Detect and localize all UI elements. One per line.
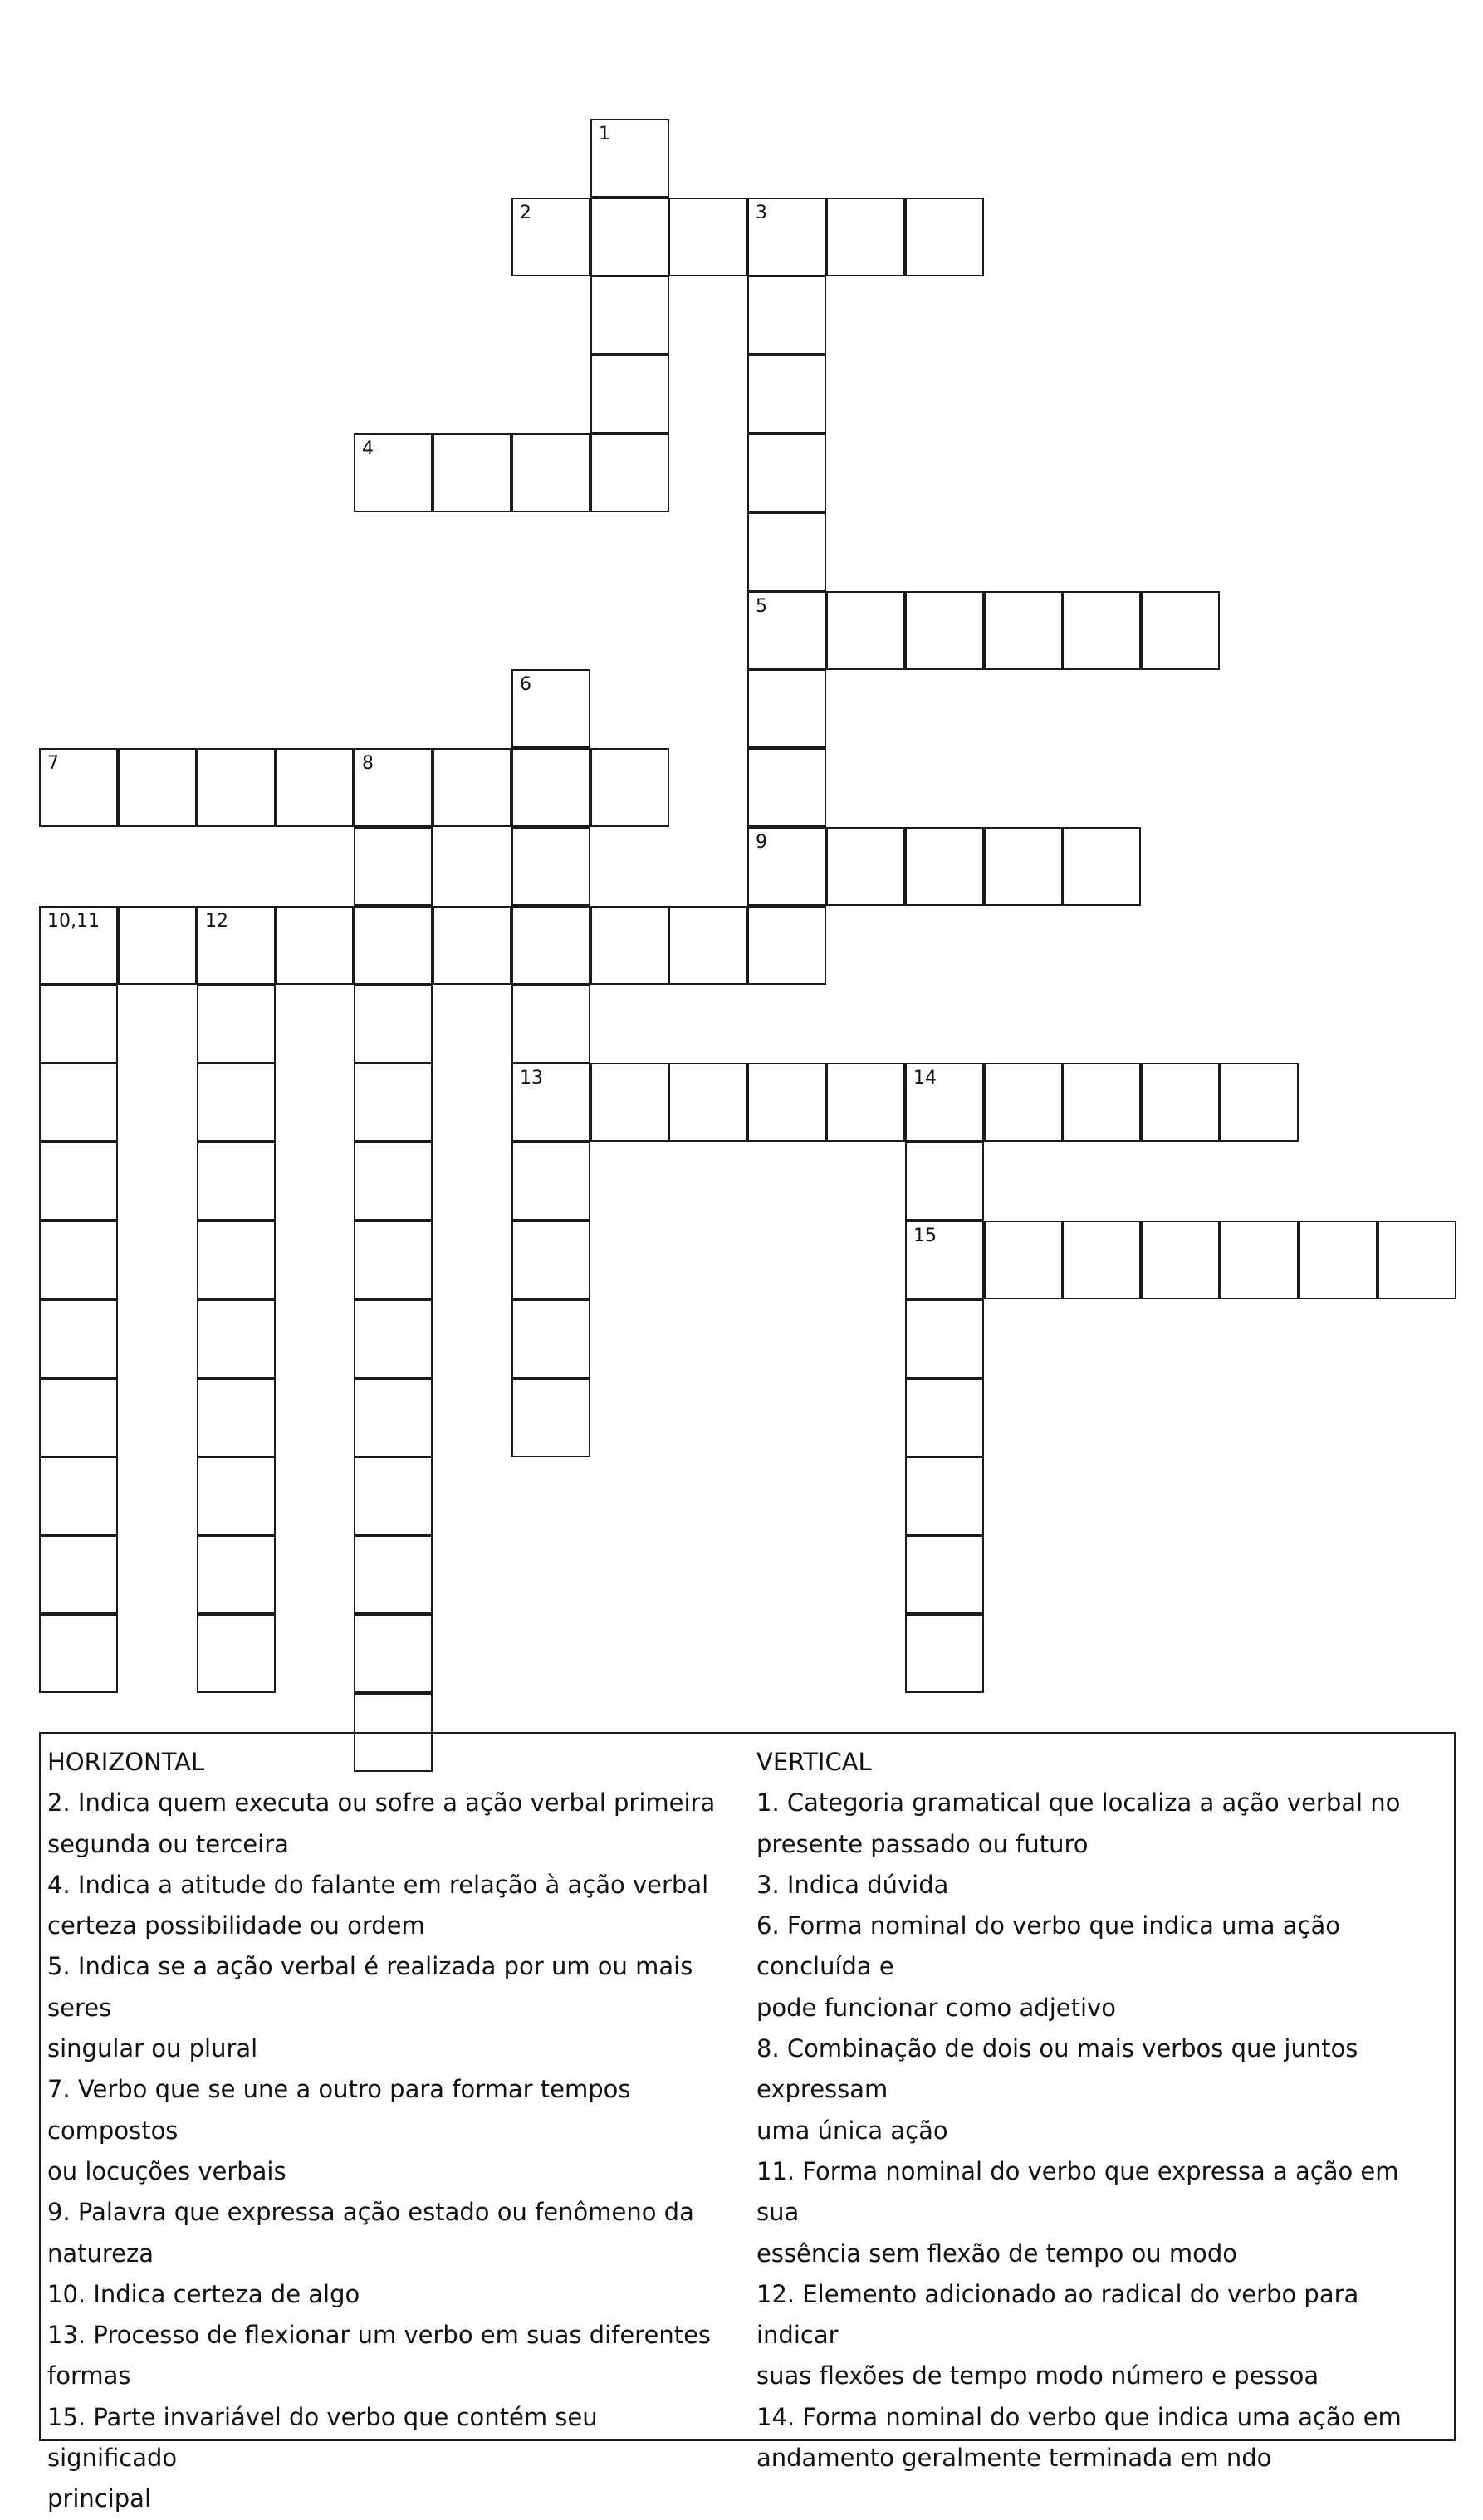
crossword-cell[interactable] (511, 748, 590, 827)
crossword-cell[interactable] (747, 276, 826, 355)
crossword-cell[interactable] (511, 906, 590, 985)
horizontal-clue (47, 2315, 728, 2397)
crossword-cell[interactable] (668, 1063, 747, 1142)
crossword-cell[interactable] (197, 1142, 276, 1221)
clue-line: formas (47, 2361, 131, 2390)
clue-panel (39, 1732, 1456, 2513)
clue-line: ou locuções verbais (47, 2156, 286, 2185)
crossword-cell[interactable] (39, 1535, 118, 1614)
crossword-cell[interactable] (747, 355, 826, 433)
crossword-cell[interactable] (590, 355, 669, 433)
vertical-clue (756, 2397, 1446, 2479)
clue-number: 10,11 (47, 911, 100, 932)
crossword-cell[interactable] (39, 1221, 118, 1299)
crossword-cell[interactable] (747, 512, 826, 591)
crossword-cell[interactable] (197, 1535, 276, 1614)
crossword-cell[interactable] (1062, 827, 1141, 906)
clue-number: 4 (362, 438, 374, 459)
horizontal-clue (47, 2274, 728, 2315)
crossword-cell[interactable] (511, 1299, 590, 1378)
crossword-cell[interactable] (905, 1221, 984, 1299)
crossword-cell[interactable] (511, 1378, 590, 1457)
clue-line: 3. Indica dúvida (756, 1870, 949, 1899)
vertical-clue (756, 2274, 1446, 2397)
crossword-cell[interactable] (905, 1614, 984, 1693)
crossword-cell[interactable] (39, 1142, 118, 1221)
clue-line: 9. Palavra que expressa ação estado ou fenômeno da (47, 2198, 694, 2227)
crossword-cell[interactable] (747, 433, 826, 512)
horizontal-clue (47, 2192, 728, 2274)
crossword-cell[interactable] (354, 1142, 433, 1221)
clue-number: 12 (205, 911, 228, 932)
crossword-cell[interactable] (1062, 591, 1141, 670)
crossword-cell[interactable] (39, 985, 118, 1064)
crossword-cell[interactable] (511, 827, 590, 906)
crossword-cell[interactable] (197, 1378, 276, 1457)
crossword-cell[interactable] (1062, 1063, 1141, 1142)
horizontal-clues-column (47, 1742, 728, 2520)
crossword-cell[interactable] (354, 1299, 433, 1378)
clue-line: 1. Categoria gramatical que localiza a ação verbal no (756, 1788, 1401, 1818)
vertical-clue-list (756, 1783, 1446, 2478)
crossword-cell[interactable] (511, 198, 590, 276)
crossword-cell[interactable] (433, 433, 511, 512)
vertical-clue (756, 2028, 1446, 2151)
crossword-cell[interactable] (905, 591, 984, 670)
crossword-cell[interactable] (354, 1378, 433, 1457)
horizontal-clue (47, 2397, 728, 2520)
crossword-cell[interactable] (354, 748, 433, 827)
crossword-cell[interactable] (354, 1614, 433, 1693)
clue-line: 5. Indica se a ação verbal é realizada por um ou mais seres (47, 1952, 693, 2022)
horizontal-heading: HORIZONTAL (47, 1748, 205, 1776)
crossword-cell[interactable] (354, 1456, 433, 1535)
clue-line: 4. Indica a atitude do falante em relação à ação verbal (47, 1870, 709, 1899)
crossword-cell[interactable] (354, 985, 433, 1064)
clue-line: 6. Forma nominal do verbo que indica uma ação concluída e (756, 1911, 1340, 1981)
crossword-cell[interactable] (197, 1221, 276, 1299)
clue-line: suas flexões de tempo modo número e pessoa (756, 2361, 1319, 2390)
crossword-cell[interactable] (1220, 1221, 1299, 1299)
crossword-cell[interactable] (747, 1063, 826, 1142)
horizontal-clue-list (47, 1783, 728, 2519)
clue-line: singular ou plural (47, 2034, 258, 2063)
clue-line: 11. Forma nominal do verbo que expressa a ação em sua (756, 2156, 1399, 2227)
crossword-cell[interactable] (905, 198, 984, 276)
clue-number: 9 (756, 832, 767, 853)
crossword-cell[interactable] (826, 1063, 905, 1142)
crossword-cell[interactable] (590, 198, 669, 276)
clue-number: 1 (599, 124, 610, 144)
crossword-cell[interactable] (590, 276, 669, 355)
clue-number: 2 (520, 203, 531, 223)
crossword-cell[interactable] (39, 1614, 118, 1693)
crossword-cell[interactable] (747, 669, 826, 748)
crossword-cell[interactable] (354, 1535, 433, 1614)
vertical-heading: VERTICAL (756, 1748, 872, 1776)
crossword-cell[interactable] (39, 748, 118, 827)
clue-line: 10. Indica certeza de algo (47, 2279, 360, 2308)
crossword-cell[interactable] (747, 198, 826, 276)
crossword-cell[interactable] (747, 827, 826, 906)
crossword-cell[interactable] (1141, 1063, 1220, 1142)
crossword-cell[interactable] (197, 748, 276, 827)
clue-line: certeza possibilidade ou ordem (47, 1911, 425, 1940)
crossword-cell[interactable] (433, 748, 511, 827)
clue-line: essência sem flexão de tempo ou modo (756, 2239, 1237, 2268)
crossword-cell[interactable] (984, 591, 1063, 670)
clue-line: 8. Combinação de dois ou mais verbos que juntos expressam (756, 2034, 1358, 2104)
crossword-cell[interactable] (905, 1063, 984, 1142)
clue-number: 14 (913, 1068, 937, 1089)
clue-line: pode funcionar como adjetivo (756, 1993, 1116, 2022)
crossword-cell[interactable] (39, 1378, 118, 1457)
crossword-cell[interactable] (39, 1063, 118, 1142)
crossword-cell[interactable] (197, 985, 276, 1064)
crossword-cell[interactable] (511, 1142, 590, 1221)
crossword-cell[interactable] (826, 827, 905, 906)
clue-line: natureza (47, 2239, 154, 2268)
clue-line: principal (47, 2484, 152, 2513)
crossword-cell[interactable] (511, 669, 590, 748)
crossword-cell[interactable] (1220, 1063, 1299, 1142)
vertical-clues-column (756, 1742, 1446, 2478)
crossword-cell[interactable] (118, 906, 197, 985)
crossword-cell[interactable] (826, 198, 905, 276)
vertical-clue (756, 1783, 1446, 1865)
crossword-cell[interactable] (590, 748, 669, 827)
clue-line: 14. Forma nominal do verbo que indica uma ação em (756, 2402, 1402, 2431)
crossword-cell[interactable] (590, 906, 669, 985)
crossword-cell[interactable] (1378, 1221, 1456, 1299)
clue-line: segunda ou terceira (47, 1829, 289, 1858)
crossword-cell[interactable] (747, 748, 826, 827)
crossword-cell[interactable] (197, 1456, 276, 1535)
crossword-cell[interactable] (354, 906, 433, 985)
clue-line: 15. Parte invariável do verbo que contém seu significado (47, 2402, 598, 2473)
crossword-cell[interactable] (197, 1063, 276, 1142)
crossword-cell[interactable] (197, 1614, 276, 1693)
crossword-cell[interactable] (511, 433, 590, 512)
crossword-cell[interactable] (984, 827, 1063, 906)
crossword-cell[interactable] (1062, 1221, 1141, 1299)
crossword-cell[interactable] (590, 119, 669, 198)
clue-line: 13. Processo de flexionar um verbo em suas diferentes (47, 2321, 712, 2350)
crossword-cell[interactable] (275, 748, 354, 827)
clue-number: 15 (913, 1226, 937, 1246)
crossword-cell[interactable] (39, 1456, 118, 1535)
crossword-cell[interactable] (668, 906, 747, 985)
crossword-cell[interactable] (39, 906, 118, 985)
crossword-cell[interactable] (354, 1063, 433, 1142)
horizontal-clue (47, 1783, 728, 1865)
crossword-cell[interactable] (826, 591, 905, 670)
clue-number: 7 (47, 753, 59, 774)
clue-line: 7. Verbo que se une a outro para formar tempos compostos (47, 2075, 631, 2145)
crossword-cell[interactable] (668, 198, 747, 276)
clue-number: 3 (756, 203, 767, 223)
crossword-cell[interactable] (905, 1142, 984, 1221)
crossword-cell[interactable] (1141, 591, 1220, 670)
crossword-cell[interactable] (354, 1221, 433, 1299)
crossword-cell[interactable] (511, 1221, 590, 1299)
crossword-cell[interactable] (905, 1456, 984, 1535)
horizontal-clue (47, 1946, 728, 2069)
crossword-cell[interactable] (354, 433, 433, 512)
crossword-cell[interactable] (433, 906, 511, 985)
crossword-cell[interactable] (590, 1063, 669, 1142)
crossword-cell[interactable] (747, 906, 826, 985)
crossword-cell[interactable] (590, 433, 669, 512)
crossword-cell[interactable] (511, 1063, 590, 1142)
vertical-clue (756, 1906, 1446, 2028)
crossword-cell[interactable] (197, 906, 276, 985)
crossword-cell[interactable] (354, 827, 433, 906)
vertical-clue (756, 2151, 1446, 2274)
horizontal-clue (47, 1865, 728, 1947)
clue-line: uma única ação (756, 2116, 948, 2145)
crossword-cell[interactable] (905, 1299, 984, 1378)
clue-line: 12. Elemento adicionado ao radical do verbo para indicar (756, 2279, 1359, 2350)
clue-number: 6 (520, 674, 531, 695)
crossword-cell[interactable] (747, 591, 826, 670)
crossword-cell[interactable] (275, 906, 354, 985)
clue-number: 8 (362, 753, 374, 774)
clue-line: andamento geralmente terminada em ndo (756, 2444, 1272, 2473)
crossword-cell[interactable] (905, 827, 984, 906)
crossword-cell[interactable] (1299, 1221, 1378, 1299)
crossword-cell[interactable] (984, 1063, 1063, 1142)
crossword-cell[interactable] (905, 1378, 984, 1457)
clue-number: 5 (756, 596, 767, 617)
crossword-cell[interactable] (39, 1299, 118, 1378)
crossword-cell[interactable] (905, 1535, 984, 1614)
clue-number: 13 (520, 1068, 543, 1089)
horizontal-clue (47, 2069, 728, 2192)
crossword-cell[interactable] (197, 1299, 276, 1378)
crossword-cell[interactable] (1141, 1221, 1220, 1299)
crossword-cell[interactable] (511, 985, 590, 1064)
vertical-clue (756, 1865, 1446, 1906)
clue-line: 2. Indica quem executa ou sofre a ação verbal primeira (47, 1788, 716, 1818)
crossword-cell[interactable] (118, 748, 197, 827)
crossword-cell[interactable] (984, 1221, 1063, 1299)
clue-line: presente passado ou futuro (756, 1829, 1089, 1858)
